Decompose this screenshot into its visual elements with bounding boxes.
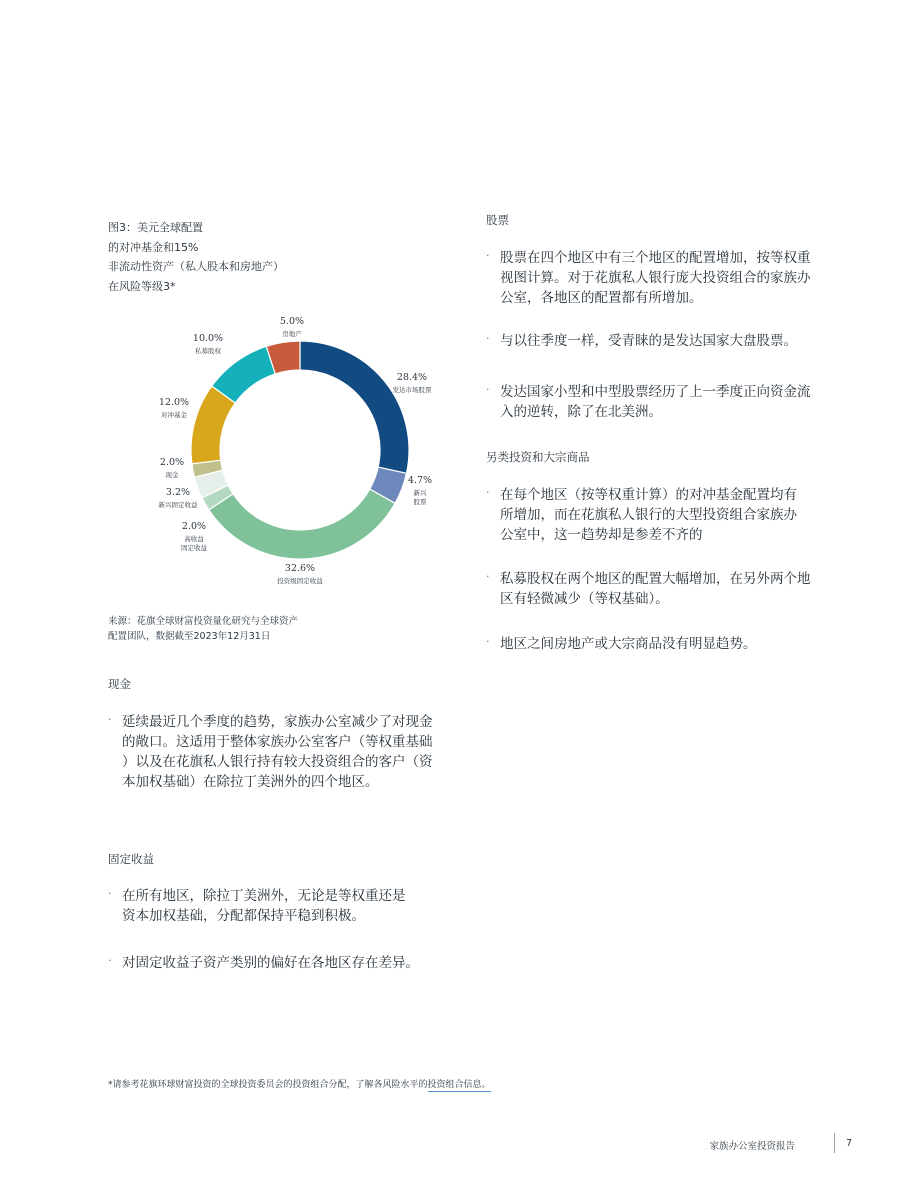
bullet-line: 公室中，这一趋势却是参差不齐的 xyxy=(500,527,703,543)
bullet-fixed-income-2 xyxy=(108,953,482,973)
slice-value-label: 28.4% xyxy=(396,372,428,383)
slice-category-label: 投资级固定收益 xyxy=(277,577,323,585)
bullet-line: · 地区之间房地产或大宗商品没有明显趋势。 xyxy=(500,636,757,652)
slice-category-label: 发达市场股票 xyxy=(392,386,432,394)
slice-category-label: 现金 xyxy=(165,471,179,479)
slice-category-label: 股票 xyxy=(413,498,427,506)
slice-value-label: 5.0% xyxy=(279,316,305,327)
bullet-cash-1 xyxy=(108,712,482,792)
footnote xyxy=(108,1077,491,1090)
slice-value-label: 32.6% xyxy=(284,563,316,574)
bullet-line: · 对固定收益子资产类别的偏好在各地区存在差异。 xyxy=(122,955,419,971)
slice-category-label: 房地产 xyxy=(282,330,302,338)
figure-source xyxy=(108,614,348,644)
donut-slice xyxy=(300,341,409,473)
bullet-line: 资本加权基础，分配都保持平稳到积极。 xyxy=(122,908,365,924)
donut-chart xyxy=(130,305,450,595)
bullet-alternatives-2 xyxy=(486,569,860,609)
slice-category-label: 新兴固定收益 xyxy=(158,501,198,509)
slice-value-label: 12.0% xyxy=(158,397,190,408)
bullet-line: 本加权基础）在除拉丁美洲外的四个地区。 xyxy=(122,774,379,790)
bullet-line: 入的逆转，除了在北美洲。 xyxy=(500,404,662,420)
bullet-line: · 股票在四个地区中有三个地区的配置增加，按等权重 xyxy=(500,250,811,266)
section-heading-cash: 现金 xyxy=(108,677,131,691)
caption-line: 图3：美元全球配置 xyxy=(108,221,203,234)
source-line: 来源：花旗全球财富投资量化研究与全球资产 xyxy=(108,616,299,627)
slice-value-label: 10.0% xyxy=(192,333,224,344)
bullet-line: 区有轻微减少（等权基础）。 xyxy=(500,591,669,607)
footnote-link[interactable]: 投资组合信息。 xyxy=(427,1080,491,1090)
footnote-text: *请参考花旗环球财富投资的全球投资委员会的投资组合分配，了解各风险水平的 xyxy=(108,1080,428,1090)
bullet-line: 视图计算。对于花旗私人银行庞大投资组合的家族办 xyxy=(500,270,811,286)
caption-line: 在风险等级3* xyxy=(108,279,176,293)
bullet-line: · 在所有地区，除拉丁美洲外，无论是等权重还是 xyxy=(122,888,406,904)
bullet-alternatives-1 xyxy=(486,485,860,545)
bullet-equity-2 xyxy=(486,331,860,351)
source-line: 配置团队，数据截至2023年12月31日 xyxy=(108,631,271,642)
slice-category-label: 私募股权 xyxy=(195,347,221,355)
caption-line: 非流动性资产（私人股本和房地产） xyxy=(108,260,284,273)
footer-report-title: 家族办公室投资报告 xyxy=(709,1141,795,1152)
bullet-line: 的敞口。这适用于整体家族办公室客户（等权重基础 xyxy=(122,734,433,750)
bullet-equity-3 xyxy=(486,382,860,422)
slice-value-label: 2.0% xyxy=(159,457,185,468)
slice-category-label: 对冲基金 xyxy=(161,411,187,419)
bullet-line: · 延续最近几个季度的趋势，家族办公室减少了对现金 xyxy=(122,714,433,730)
bullet-line: ）以及在花旗私人银行持有较大投资组合的客户（资 xyxy=(122,754,433,770)
slice-category-label: 新兴 xyxy=(413,489,427,497)
section-heading-equity: 股票 xyxy=(486,213,509,227)
bullet-line: · 在每个地区（按等权重计算）的对冲基金配置均有 xyxy=(500,487,797,503)
caption-line: 的对冲基金和15% xyxy=(108,240,199,254)
donut-slice xyxy=(209,489,395,559)
bullet-fixed-income-1 xyxy=(108,886,482,926)
slice-value-label: 4.7% xyxy=(407,475,433,486)
bullet-line: · 与以往季度一样，受青睐的是发达国家大盘股票。 xyxy=(500,333,797,349)
bullet-line: · 发达国家小型和中型股票经历了上一季度正向资金流 xyxy=(500,384,811,400)
slice-value-label: 3.2% xyxy=(165,487,191,498)
slice-value-label: 2.0% xyxy=(181,521,207,532)
bullet-line: 所增加，而在花旗私人银行的大型投资组合家族办 xyxy=(500,507,797,523)
bullet-line: · 私募股权在两个地区的配置大幅增加，在另外两个地 xyxy=(500,571,811,587)
footer-divider xyxy=(834,1133,835,1153)
figure-caption xyxy=(108,218,338,296)
section-heading-fixed-income: 固定收益 xyxy=(108,852,154,866)
slice-category-label: 固定收益 xyxy=(181,544,207,552)
bullet-equity-1 xyxy=(486,248,860,308)
bullet-line: 公室，各地区的配置都有所增加。 xyxy=(500,290,703,306)
page-number: 7 xyxy=(846,1138,853,1149)
section-heading-alternatives: 另类投资和大宗商品 xyxy=(486,450,590,464)
bullet-alternatives-3 xyxy=(486,634,860,654)
slice-category-label: 高收益 xyxy=(184,535,204,543)
